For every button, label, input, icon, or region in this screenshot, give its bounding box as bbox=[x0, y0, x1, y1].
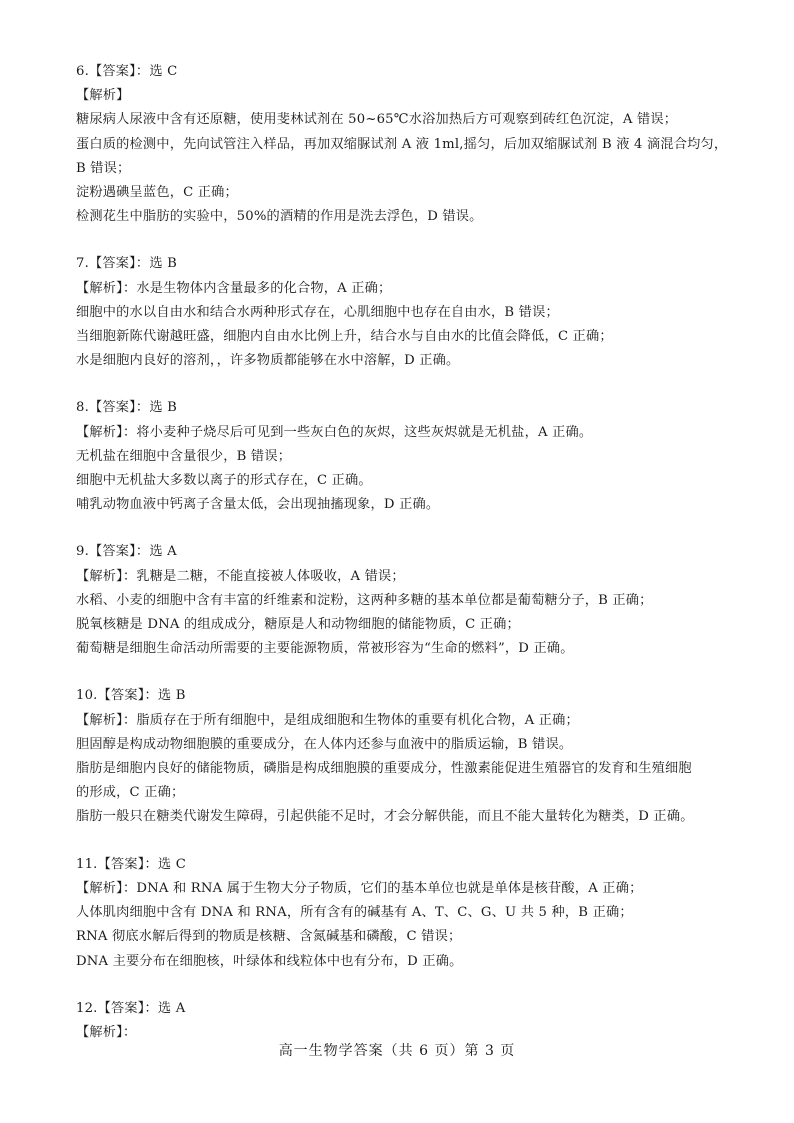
analysis-line: 糖尿病人尿液中含有还原糖，使用斐林试剂在 50~65℃水浴加热后方可观察到砖红色沉淀，A 错误； bbox=[76, 112, 678, 128]
analysis-line: 淀粉遇碘呈蓝色，C 正确； bbox=[76, 185, 238, 201]
analysis-line: 脱氧核糖是 DNA 的组成成分，糖原是人和动物细胞的储能物质，C 正确； bbox=[76, 617, 520, 633]
answer-content bbox=[76, 60, 732, 1068]
analysis-line: 【解析】：将小麦种子烧尽后可见到一些灰白色的灰烬，这些灰烬就是无机盐，A 正确。 bbox=[76, 424, 593, 440]
question-6 bbox=[76, 60, 732, 229]
analysis-line: 【解析】： bbox=[76, 1024, 137, 1040]
answer-line: 7.【答案】：选 B bbox=[76, 256, 177, 272]
analysis-label: 【解析】 bbox=[76, 88, 130, 104]
question-9 bbox=[76, 540, 732, 661]
question-10 bbox=[76, 684, 732, 829]
page-footer: 高一生物学答案（共 6 页）第 3 页 bbox=[278, 1043, 516, 1059]
answer-line: 9.【答案】：选 A bbox=[76, 544, 177, 560]
analysis-line: 【解析】：乳糖是二糖，不能直接被人体吸收，A 错误； bbox=[76, 568, 405, 584]
answer-line: 10.【答案】：选 B bbox=[76, 688, 186, 704]
answer-line: 11.【答案】：选 C bbox=[76, 856, 186, 872]
analysis-line: RNA 彻底水解后得到的物质是核糖、含氮碱基和磷酸，C 错误； bbox=[76, 929, 462, 945]
analysis-line: 蛋白质的检测中，先向试管注入样品，再加双缩脲试剂 A 液 1ml,摇匀，后加双缩脲试剂 B 液 4 滴混合均匀， bbox=[76, 136, 728, 152]
analysis-line: 【解析】：DNA 和 RNA 属于生物大分子物质，它们的基本单位也就是单体是核苷酸，A 正确； bbox=[76, 880, 643, 896]
analysis-line: 当细胞新陈代谢越旺盛，细胞内自由水比例上升，结合水与自由水的比值会降低，C 正确； bbox=[76, 329, 613, 345]
question-7 bbox=[76, 252, 732, 373]
question-11 bbox=[76, 853, 732, 974]
answer-line: 6.【答案】：选 C bbox=[76, 64, 178, 79]
analysis-line: 脂肪是细胞内良好的储能物质，磷脂是构成细胞膜的重要成分，性激素能促进生殖器官的发育和生殖细胞 bbox=[76, 761, 692, 777]
analysis-line: 【解析】：脂质存在于所有细胞中，是组成细胞和生物体的重要有机化合物，A 正确； bbox=[76, 712, 579, 728]
analysis-line: 哺乳动物血液中钙离子含量太低，会出现抽搐现象，D 正确。 bbox=[76, 497, 440, 513]
analysis-line: 的形成，C 正确； bbox=[76, 785, 185, 801]
analysis-line: 葡萄糖是细胞生命活动所需要的主要能源物质，常被形容为“生命的燃料”，D 正确。 bbox=[76, 641, 574, 657]
analysis-line: 水稻、小麦的细胞中含有丰富的纤维素和淀粉，这两种多糖的基本单位都是葡萄糖分子，B 正确； bbox=[76, 592, 653, 608]
answer-line: 12.【答案】：选 A bbox=[76, 1000, 186, 1016]
analysis-line: DNA 主要分布在细胞核，叶绿体和线粒体中也有分布，D 正确。 bbox=[76, 953, 463, 969]
analysis-line: 细胞中无机盐大多数以离子的形式存在，C 正确。 bbox=[76, 473, 372, 489]
analysis-line: 胆固醇是构成动物细胞膜的重要成分，在人体内还参与血液中的脂质运输，B 错误。 bbox=[76, 736, 573, 752]
analysis-line: B 错误； bbox=[76, 160, 131, 176]
question-8 bbox=[76, 396, 732, 517]
analysis-line: 检测花生中脂肪的实验中，50%的酒精的作用是洗去浮色，D 错误。 bbox=[76, 209, 483, 225]
analysis-line: 脂肪一般只在糖类代谢发生障碍，引起供能不足时，才会分解供能，而且不能大量转化为糖类，D 正确。 bbox=[76, 809, 694, 825]
answer-line: 8.【答案】：选 B bbox=[76, 400, 177, 416]
analysis-line: 细胞中的水以自由水和结合水两种形式存在，心肌细胞中也存在自由水，B 错误； bbox=[76, 304, 559, 320]
analysis-line: 【解析】：水是生物体内含量最多的化合物，A 正确； bbox=[76, 280, 392, 296]
analysis-line: 水是细胞内良好的溶剂，，许多物质都能够在水中溶解，D 正确。 bbox=[76, 353, 460, 369]
analysis-line: 人体肌肉细胞中含有 DNA 和 RNA，所有含有的碱基有 A、T、C、G、U 共 5 种，B 正确； bbox=[76, 905, 633, 921]
analysis-line: 无机盐在细胞中含量很少，B 错误； bbox=[76, 448, 292, 464]
question-12 bbox=[76, 997, 732, 1045]
